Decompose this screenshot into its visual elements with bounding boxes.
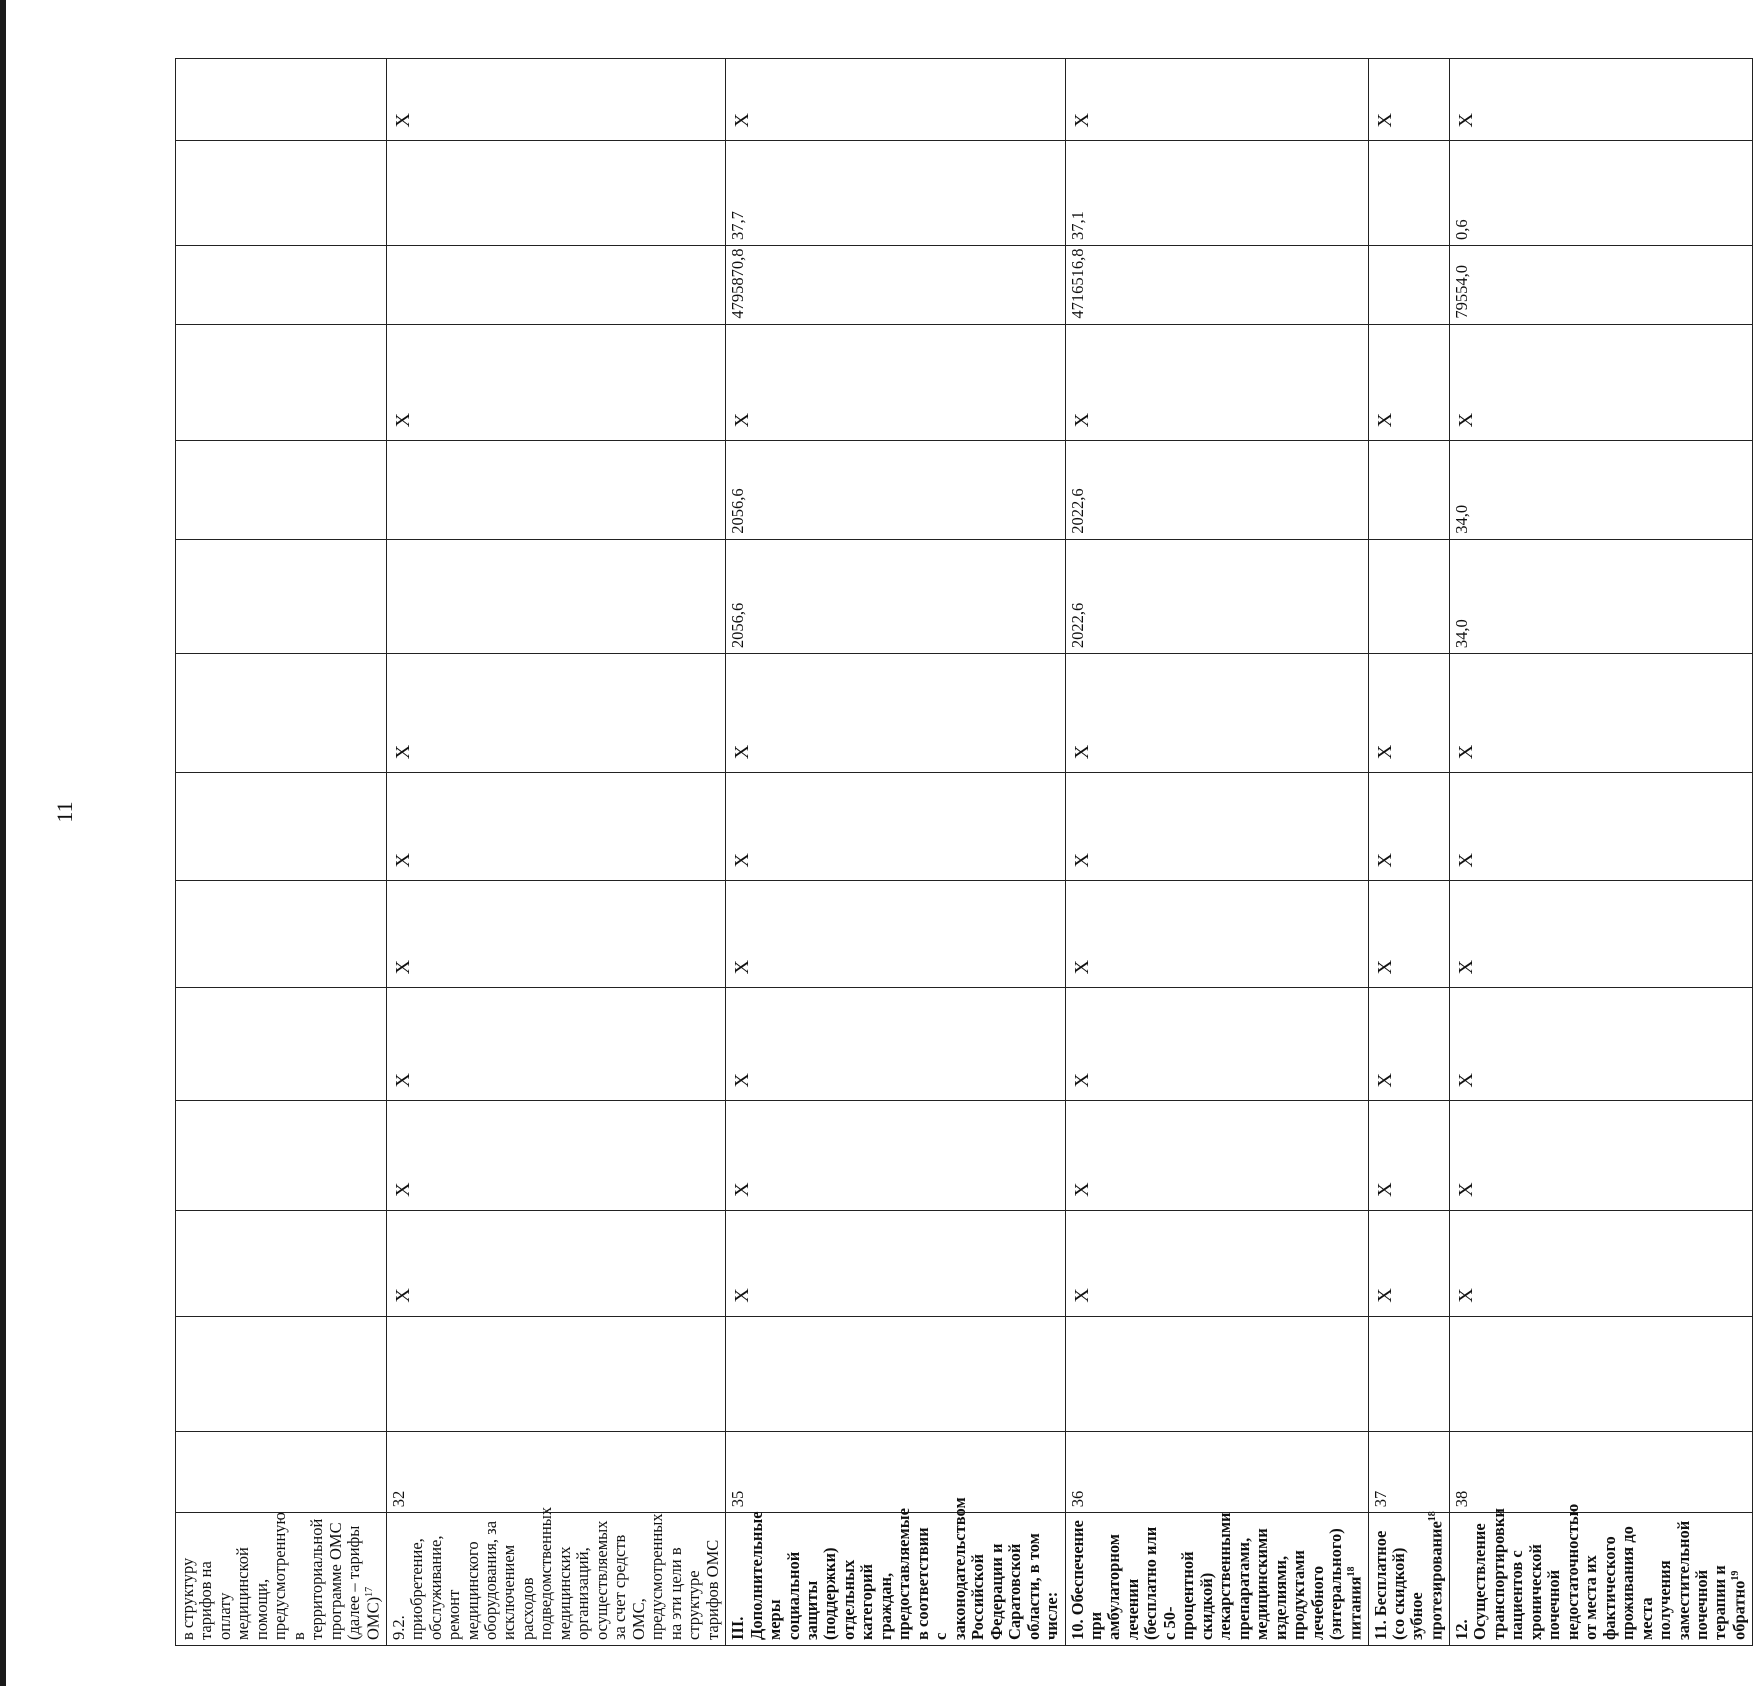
rotated-table-wrapper	[175, 58, 1749, 1646]
footnote-ref: 18	[1426, 1511, 1438, 1522]
x-mark: X	[1373, 744, 1396, 760]
footnote-ref: 17	[363, 1586, 375, 1597]
line-number	[176, 1432, 387, 1513]
line-number: 32	[386, 1432, 725, 1513]
line-number: 36	[1065, 1432, 1368, 1513]
x-mark-cell	[386, 1210, 725, 1316]
x-mark: X	[1070, 1073, 1093, 1088]
scan-edge	[0, 0, 6, 1686]
value-cell: 0,6	[1449, 141, 1752, 245]
value-cell	[176, 1210, 387, 1316]
value-cell: 2022,6	[1065, 539, 1368, 653]
x-mark: X	[391, 113, 414, 128]
x-mark: X	[1454, 1288, 1477, 1303]
x-mark-cell	[726, 59, 1065, 141]
x-mark: X	[731, 113, 754, 128]
x-mark-cell	[1368, 1210, 1449, 1316]
table-row	[1449, 59, 1752, 1646]
x-mark: X	[1454, 853, 1477, 868]
value-cell	[386, 245, 725, 324]
x-mark-cell	[726, 881, 1065, 988]
x-mark-cell	[1065, 1210, 1368, 1316]
value-cell	[1368, 1316, 1449, 1432]
value-cell	[1368, 245, 1449, 324]
value-cell	[176, 654, 387, 773]
value-cell	[1368, 141, 1449, 245]
x-mark: X	[1454, 959, 1477, 975]
value-cell	[1065, 1316, 1368, 1432]
x-mark: X	[1454, 744, 1477, 760]
x-mark: X	[1070, 113, 1093, 128]
x-mark-cell	[726, 988, 1065, 1101]
x-mark: X	[731, 1182, 754, 1197]
value-cell: 34,0	[1449, 539, 1752, 653]
x-mark: X	[391, 959, 414, 975]
value-cell	[176, 1316, 387, 1432]
x-mark: X	[391, 412, 414, 428]
x-mark: X	[391, 744, 414, 760]
value-cell	[176, 988, 387, 1101]
x-mark: X	[1454, 1073, 1477, 1088]
footnote-ref: 18	[1345, 1566, 1357, 1577]
table-row	[176, 59, 387, 1646]
x-mark-cell	[1065, 1101, 1368, 1210]
x-mark: X	[1373, 1073, 1396, 1088]
x-mark-cell	[1065, 881, 1368, 988]
x-mark: X	[731, 853, 754, 868]
x-mark-cell	[726, 773, 1065, 881]
x-mark-cell	[1368, 881, 1449, 988]
row-label	[176, 1513, 387, 1646]
value-cell	[1368, 539, 1449, 653]
x-mark: X	[1373, 853, 1396, 868]
value-cell	[1368, 441, 1449, 539]
x-mark: X	[1070, 853, 1093, 868]
table-row	[726, 59, 1065, 1646]
row-label-text: в структуру тарифов на оплату медицинской помощи, предусмотренную в территориальной программе ОМС (далее – тарифы ОМС)	[178, 1512, 383, 1640]
value-cell	[176, 59, 387, 141]
value-cell	[176, 324, 387, 441]
value-cell	[386, 441, 725, 539]
x-mark-cell	[1368, 1101, 1449, 1210]
value-cell	[176, 245, 387, 324]
x-mark-cell	[1449, 773, 1752, 881]
x-mark-cell	[1449, 881, 1752, 988]
row-label	[1449, 1503, 1752, 1646]
row-label	[386, 1506, 725, 1646]
x-mark-cell	[726, 1210, 1065, 1316]
data-table	[175, 58, 1753, 1646]
x-mark: X	[731, 959, 754, 975]
x-mark: X	[391, 1073, 414, 1088]
line-number: 38	[1449, 1432, 1752, 1513]
x-mark-cell	[1449, 654, 1752, 773]
row-label	[1368, 1513, 1449, 1646]
x-mark: X	[1454, 1182, 1477, 1197]
value-cell	[176, 773, 387, 881]
row-label	[1065, 1513, 1368, 1646]
line-number: 37	[1368, 1432, 1449, 1513]
x-mark-cell	[1065, 59, 1368, 141]
x-mark: X	[1070, 959, 1093, 975]
x-mark: X	[391, 853, 414, 868]
table-row	[1368, 59, 1449, 1646]
table-row	[386, 59, 725, 1646]
x-mark: X	[1373, 959, 1396, 975]
value-cell	[176, 881, 387, 988]
x-mark: X	[391, 1288, 414, 1303]
x-mark-cell	[1065, 988, 1368, 1101]
x-mark: X	[731, 412, 754, 428]
value-cell: 2022,6	[1065, 441, 1368, 539]
x-mark-cell	[386, 773, 725, 881]
value-cell	[176, 441, 387, 539]
x-mark-cell	[1368, 773, 1449, 881]
x-mark-cell	[386, 881, 725, 988]
x-mark-cell	[1368, 59, 1449, 141]
x-mark-cell	[386, 59, 725, 141]
row-label-text: 9.2. приобретение, обслуживание, ремонт медицинского оборудования, за исключением расходов подведомственных медицинских организаций, осуществляемых за счет средств ОМС, предусмотренных на эти цели в структуре тарифов ОМС	[388, 1506, 722, 1640]
value-cell: 2056,6	[726, 539, 1065, 653]
value-cell	[176, 1101, 387, 1210]
value-cell: 34,0	[1449, 441, 1752, 539]
x-mark-cell	[386, 654, 725, 773]
value-cell	[176, 539, 387, 653]
x-mark: X	[1373, 113, 1396, 128]
value-cell: 37,1	[1065, 141, 1368, 245]
x-mark-cell	[726, 1101, 1065, 1210]
value-cell	[1449, 1316, 1752, 1432]
x-mark-cell	[1449, 988, 1752, 1101]
value-cell: 79554,0	[1449, 245, 1752, 324]
x-mark: X	[1070, 744, 1093, 760]
x-mark: X	[391, 1182, 414, 1197]
x-mark-cell	[1368, 988, 1449, 1101]
row-label-text: 10. Обеспечение при амбулаторном лечении (бесплатно или с 50-процентной скидкой) лекарственными препаратами, медицинскими изделиями, продуктами лечебного (энтерального) питания	[1067, 1512, 1365, 1640]
x-mark: X	[1070, 412, 1093, 428]
x-mark: X	[731, 1073, 754, 1088]
x-mark: X	[1454, 412, 1477, 428]
x-mark-cell	[1449, 324, 1752, 441]
x-mark-cell	[1368, 324, 1449, 441]
line-number: 35	[726, 1432, 1065, 1513]
value-cell: 4795870,8	[726, 245, 1065, 324]
x-mark-cell	[386, 988, 725, 1101]
value-cell: 2056,6	[726, 441, 1065, 539]
x-mark: X	[1373, 412, 1396, 428]
x-mark-cell	[1368, 654, 1449, 773]
value-cell	[386, 141, 725, 245]
x-mark: X	[731, 1288, 754, 1303]
x-mark-cell	[1065, 654, 1368, 773]
x-mark-cell	[1065, 773, 1368, 881]
x-mark-cell	[386, 324, 725, 441]
x-mark: X	[1070, 1182, 1093, 1197]
value-cell: 37,7	[726, 141, 1065, 245]
row-label-text: III. Дополнительные меры социальной защиты (поддержки) отдельных категорий граждан, предоставляемые в соответствии с законодательством Российской Федерации и Саратовской области, в том числе:	[728, 1497, 1062, 1640]
value-cell	[386, 539, 725, 653]
x-mark-cell	[1449, 1101, 1752, 1210]
value-cell: 4716516,8	[1065, 245, 1368, 324]
x-mark-cell	[726, 654, 1065, 773]
x-mark-cell	[386, 1101, 725, 1210]
value-cell	[726, 1316, 1065, 1432]
x-mark: X	[731, 744, 754, 760]
value-cell	[386, 1316, 725, 1432]
x-mark: X	[1454, 113, 1477, 128]
x-mark-cell	[726, 324, 1065, 441]
table-row	[1065, 59, 1368, 1646]
x-mark: X	[1070, 1288, 1093, 1303]
row-label-text: 12. Осуществление транспортировки пациентов с хронической почечной недостаточностью от места их фактического проживания до места получения заместительной почечной терапии и обратно	[1451, 1503, 1749, 1640]
x-mark-cell	[1449, 59, 1752, 141]
value-cell	[176, 141, 387, 245]
page-number: 11	[52, 801, 77, 823]
row-label-text: 11. Бесплатное (со скидкой) зубное протезирование	[1370, 1521, 1446, 1640]
x-mark: X	[1373, 1182, 1396, 1197]
x-mark-cell	[1065, 324, 1368, 441]
x-mark-cell	[1449, 1210, 1752, 1316]
footnote-ref: 19	[1729, 1570, 1741, 1581]
x-mark: X	[1373, 1288, 1396, 1303]
